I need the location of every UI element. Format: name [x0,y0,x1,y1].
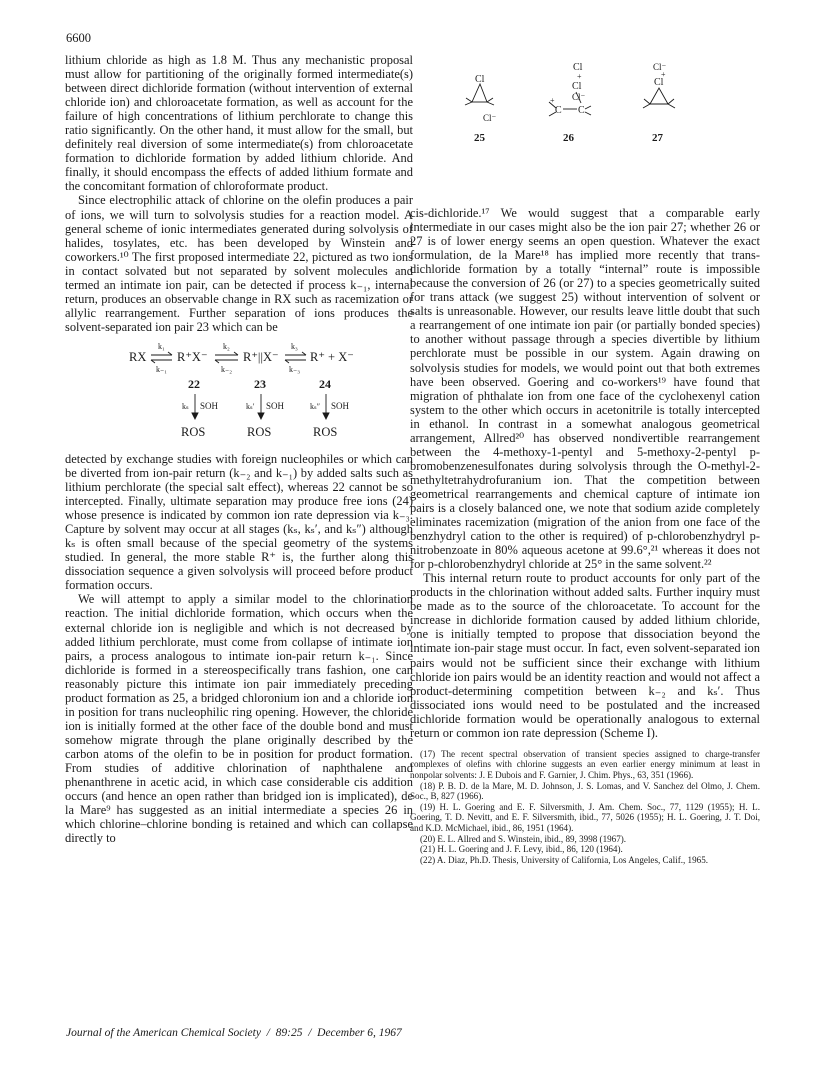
rate-k-minus-3: k₋₃ [289,364,301,374]
mid-cl-26: Cl [572,81,582,92]
label-27: 27 [652,132,663,144]
page-number: 6600 [66,31,91,45]
equilibrium-arrow-1 [151,352,172,363]
product-ros-3: ROS [313,424,338,439]
paragraph: We will attempt to apply a similar model to the chlorination reaction. The initial dichloride formation, which occurs when the external chloride ion is negligible and which is not decreased by added lithium perchlorate, must come from collapse of intimate ion pairs, a process analogous to intimate ion-pair return k₋₁. Since dichloride is formed in a stereospecifically trans fashion, one can reasonably picture this intimate ion pair immediately preceding product formation as 25, a bridged chloronium ion and a chloride ion in position for trans nucleophilic ring opening. However, the chloride ion is initially formed at the other face of the double bond and must somehow migrate through the plane originally described by the carbon atoms of the olefin to be in position for product formation. From studies of additive chlorination of naphthalene and phenanthrene in acetic acid, in which case considerable cis addition occurs (and hence an open rather than bridged ion is implicated), de la Mare⁹ has suggested as an initial intermediate a species 26 in which chlorine–chlorine bonding is retained and which can collapse directly to [65,592,413,846]
equilibrium-arrow-2 [215,352,238,363]
paragraph: lithium chloride as high as 1.8 M. Thus any mechanistic proposal must allow for partitioning of the originally formed intermediate(s) between direct dichloride formation (without intervention of external chloride ion) and chloroacetate formation, as well as account for the failure of high concentrations of lithium perchlorate to change this ratio significantly. On the other hand, it must allow for the small, but definitely real diversion of some intermediate(s) from chloroacetate formation to dichloride formation by added lithium chloride. And finally, it should encompass the effects of added lithium formate and the concomitant formation of chloroformate product. [65,53,413,194]
rate-k2: k₂ [223,341,230,351]
scheme-species-free-ions: R⁺ + X⁻ [310,349,354,364]
label-22: 22 [188,376,200,391]
scheme-species-separated-pair: R⁺||X⁻ [243,349,279,364]
rate-ks: kₛ [182,401,189,411]
scheme-species-contact-pair: R⁺X⁻ [177,349,208,364]
solvent-soh-3: SOH [331,400,350,411]
footnote-21: (21) H. L. Goering and J. F. Levy, ibid., 86, 120 (1964). [420,844,623,855]
paragraph: cis-dichloride.¹⁷ We would suggest that a comparable early intermediate in our cases might also be the ion pair 27; whether 26 or 27 is of lower energy seems an open question. Whatever the exact formulation, de la Mare¹⁸ has implied more recently that trans-dichloride formation by a totally “internal” route is impossible because the conversion of 26 (or 27) to a species geometrically suited for trans attack (we suggest 25) without intervention of solvent or salts is unreasonable. However, our results leave little doubt that such a rearrangement of one intimate ion pair (or partially bonded species) to another without passage through a species divertible by lithium perchlorate must be possible in our system. Again drawing on solvolysis studies for models, we would point out that both extremes have been observed. Goering and co-workers¹⁹ have found that migration of phthalate ion from one face of the cyclohexenyl cation system to the other which occurs in acetonitrile is totally intercepted in ethanol. In contrast in a somewhat analogous geometrical arrangement, Allred²⁰ has observed nondivertible rearrangement between the 4-methoxy-1-pentyl and 5-methoxy-2-pentyl p-bromobenzenesulfonates during solvolysis through the O-methyl-2-methyltetrahydrofuranium ion. That the competition between geometrical rearrangements and chemical capture of intimate ion pairs is a closely balanced one, we note that sodium azide completely eliminates racemization (migration of the anion from one face of the benzhydryl cation to the other is required) of p-chlorobenzhydryl p-nitrobenzoate in 80% aqueous acetone at 99.6°,²¹ whereas it does not for p-chlorobenzhydryl chloride at 25° in the same solvent.²² [410,206,760,572]
rate-k-minus-2: k₋₂ [221,364,233,374]
top-cl-26: Cl [573,62,583,73]
chloride-ion-25: Cl⁻ [483,113,497,123]
footnote-20: (20) E. L. Allred and S. Winstein, ibid., 89, 3998 (1967). [420,833,627,844]
right-text [410,206,760,865]
left-column [65,53,413,845]
bridging-cl-27: Cl [654,77,664,88]
rate-k-minus-1: k₋₁ [156,364,168,374]
label-26: 26 [563,132,574,144]
structure-27 [643,62,675,144]
paragraph: Since electrophilic attack of chlorine on the olefin produces a pair of ions, we will turn to solvolysis studies for a reaction model. A general scheme of ionic intermediates generated during solvolysis of halides, tosylates, etc. has been developed by Winstein and coworkers.¹⁰ The first proposed intermediate 22, pictured as two ions in contact solvated but not separated by solvent molecules and termed an intimate ion pair, can be detected if process k₋₁, internal return, produces an observable change in RX such as racemization or allylic rearrangement. Further separation of ions produces the solvent-separated ion pair 23 which can be [65,193,413,334]
rate-k1: k₁ [158,341,165,351]
cl-minus-26: Cl⁻ [572,92,586,102]
footnotes [410,749,760,866]
structure-26 [549,62,591,144]
cl-plus-26: + [577,72,582,81]
rate-ks-double-prime: kₛ″ [310,401,321,411]
carbon-right-26: C [578,105,585,116]
bridging-cl-25: Cl [475,74,485,85]
ion-pair-scheme [65,336,413,448]
plus-26: + [550,96,555,105]
solvent-soh-2: SOH [266,400,285,411]
footnote-17: (17) The recent spectral observation of transient species assigned to charge-transfer complexes of olefins with chlorine suggests an even earlier energy minimum at least in nonpolar solvents: J. E Dubois and F. Garnier, J. Chim. Phys., 63, 351 (1966). [410,748,760,780]
product-ros-1: ROS [181,424,206,439]
footnote-18: (18) P. B. D. de la Mare, M. D. Johnson, J. S. Lomas, and V. Sanchez del Olmo, J. Chem. Soc., B, 827 (1966). [410,780,760,802]
scheme-species-rx: RX [129,349,147,364]
cl-plus-27: + [661,70,666,79]
footnote-19: (19) H. L. Goering and E. F. Silversmith, J. Am. Chem. Soc., 77, 1129 (1955); H. L. Goering, T. D. Nevitt, and E. F. Silversmith, ibid., 77, 5026 (1955); H. L. Goering, J. T. Doi, and K.D. McMichael, ibid., 86, 1951 (1964). [410,801,760,833]
structure-25 [465,74,497,144]
product-ros-2: ROS [247,424,272,439]
footnote-22: (22) A. Diaz, Ph.D. Thesis, University of California, Los Angeles, Calif., 1965. [420,854,709,865]
equilibrium-arrow-3 [285,352,306,363]
carbon-left-26: C [555,105,562,116]
solvent-soh-1: SOH [200,400,219,411]
paragraph: This internal return route to product accounts for only part of the products in the chlorination without added salts. Further inquiry must be made as to the source of the chloroacetate. To account for the increase in dichloride formation caused by added lithium chloride, one is initially tempted to propose that dissociation beyond the intimate ion-pair stage must occur. In fact, even solvent-separated ion pairs would not be sufficient since their exchange with lithium chloride ion pairs would be an identity reaction and would not affect a product-determining competition between k₋₂ and kₛ′. Thus dissociated ions would need to be postulated and the increased dichloride formation would be operationally analogous to external return or common ion rate depression (Scheme I). [410,571,760,740]
journal-footer: Journal of the American Chemical Society / 89:25 / December 6, 1967 [66,1027,402,1039]
chloronium-structures [410,53,760,153]
paragraph: detected by exchange studies with foreign nucleophiles or which can be diverted from ion-pair return (k₋₂ and k₋₁) by added salts such as lithium perchlorate (the special salt effect), whereas 22 cannot be so intercepted. Finally, ultimate separation may produce free ions (24) whose presence is indicated by common ion rate depression via k₋₃. Capture by solvent may occur at all stages (kₛ, kₛ′, and kₛ″) although kₛ is often small because of the special geometry of the systems studied. In general, the more stable R⁺ is, the further along this dissociation sequence a given solvolysis will proceed before product formation occurs. [65,451,413,593]
rate-k3: k₃ [291,341,298,351]
label-24: 24 [319,376,331,391]
label-23: 23 [254,376,266,391]
cl-minus-27: Cl⁻ [653,62,667,72]
rate-ks-prime: kₛ′ [246,401,255,411]
label-25: 25 [474,132,485,144]
